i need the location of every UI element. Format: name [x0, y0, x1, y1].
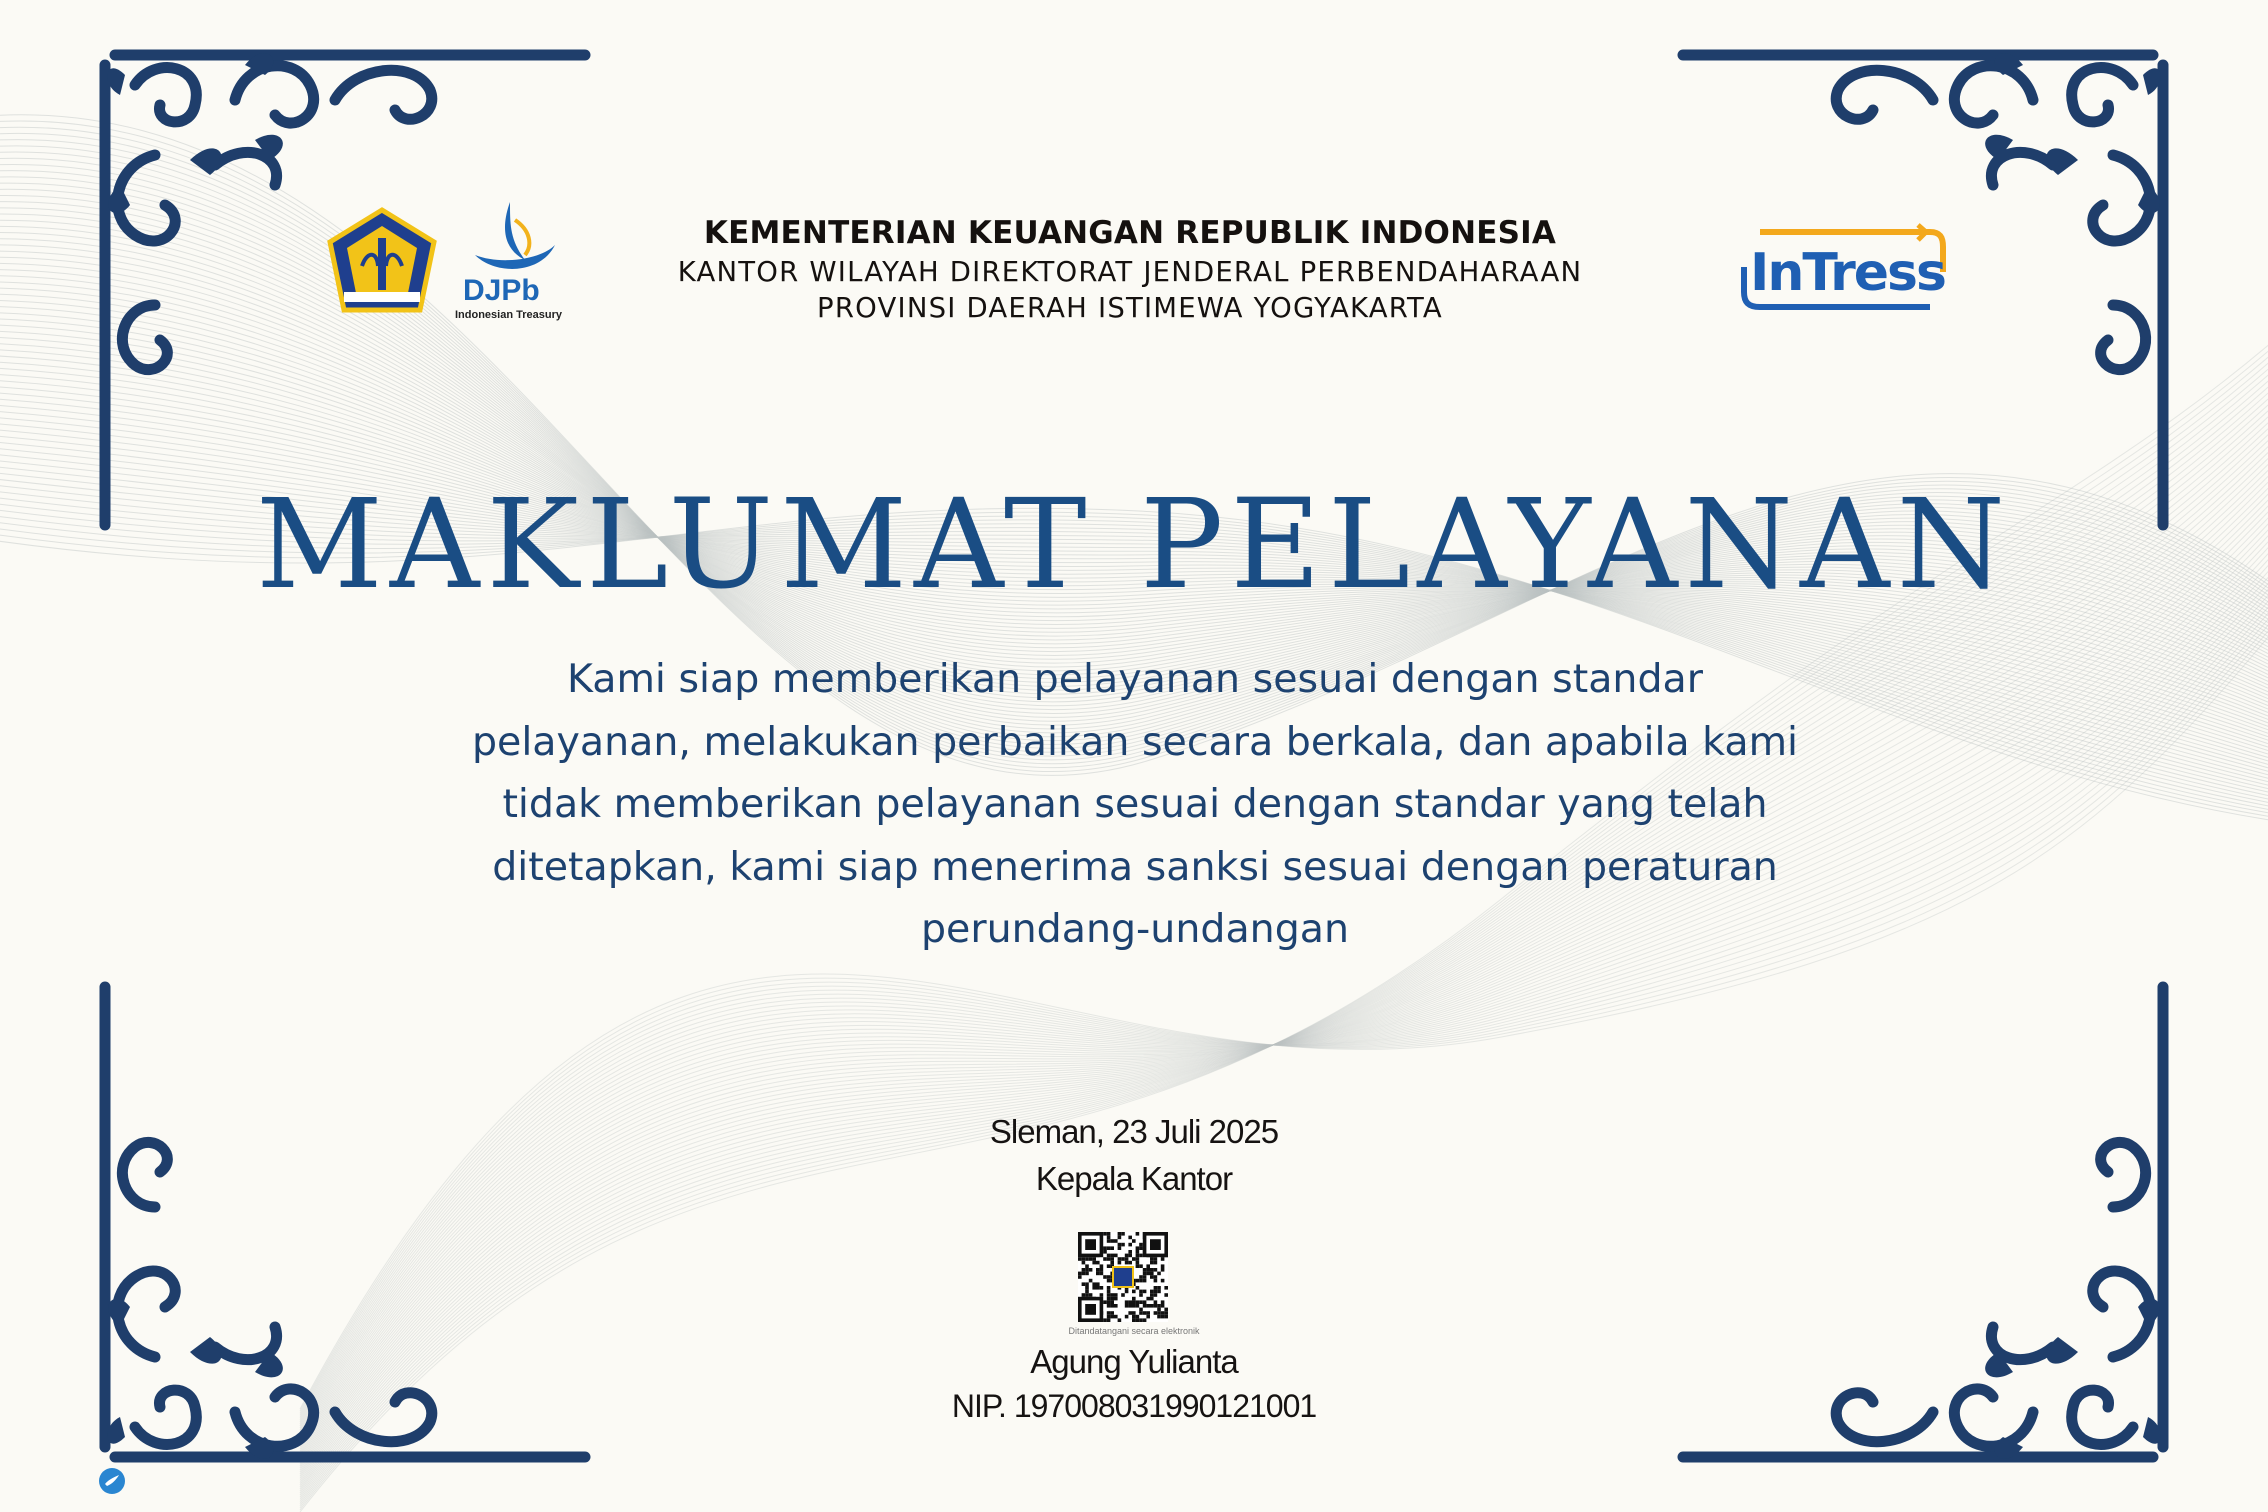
- esign-note: Ditandatangani secara elektronik: [1068, 1326, 1200, 1336]
- declaration-line: tidak memberikan pelayanan sesuai dengan standar yang telah: [502, 781, 1768, 827]
- declaration-line: pelayanan, melakukan perbaikan secara berkala, dan apabila kami: [471, 718, 1799, 765]
- djpb-subtitle: Indonesian Treasury: [455, 309, 562, 321]
- header-province: PROVINSI DAERAH ISTIMEWA YOGYAKARTA: [817, 292, 1443, 324]
- kemenkeu-logo: [322, 206, 442, 316]
- institution-header: [560, 212, 1700, 326]
- qr-code-icon: [1078, 1232, 1168, 1322]
- signature-role: Kepala Kantor: [1035, 1160, 1233, 1197]
- header-ministry: KEMENTERIAN KEUANGAN REPUBLIK INDONESIA: [703, 215, 1557, 251]
- ornament-corner-bottom-right: [1673, 967, 2173, 1467]
- djpb-text: DJPb: [463, 274, 540, 307]
- declaration-text: [420, 648, 1850, 961]
- signer-name: Agung Yulianta: [1030, 1343, 1238, 1380]
- ornament-corner-bottom-left: [95, 967, 595, 1467]
- bird-badge-icon: [98, 1467, 126, 1495]
- declaration-line: perundang-undangan: [920, 906, 1350, 952]
- djpb-logo: [455, 200, 565, 325]
- page-title: MAKLUMAT PELAYANAN: [255, 473, 2013, 617]
- declaration-line: ditetapkan, kami siap menerima sanksi sesuai dengan peraturan: [492, 843, 1778, 890]
- signer-nip: NIP. 197008031990121001: [951, 1388, 1317, 1424]
- declaration-line: Kami siap memberikan pelayanan sesuai dengan standar: [567, 656, 1703, 702]
- intress-logo: [1740, 222, 1946, 317]
- signature-place-date: Sleman, 23 Juli 2025: [989, 1113, 1279, 1150]
- intress-text: InTress: [1750, 243, 1945, 303]
- header-office: KANTOR WILAYAH DIREKTORAT JENDERAL PERBENDAHARAAN: [677, 256, 1583, 288]
